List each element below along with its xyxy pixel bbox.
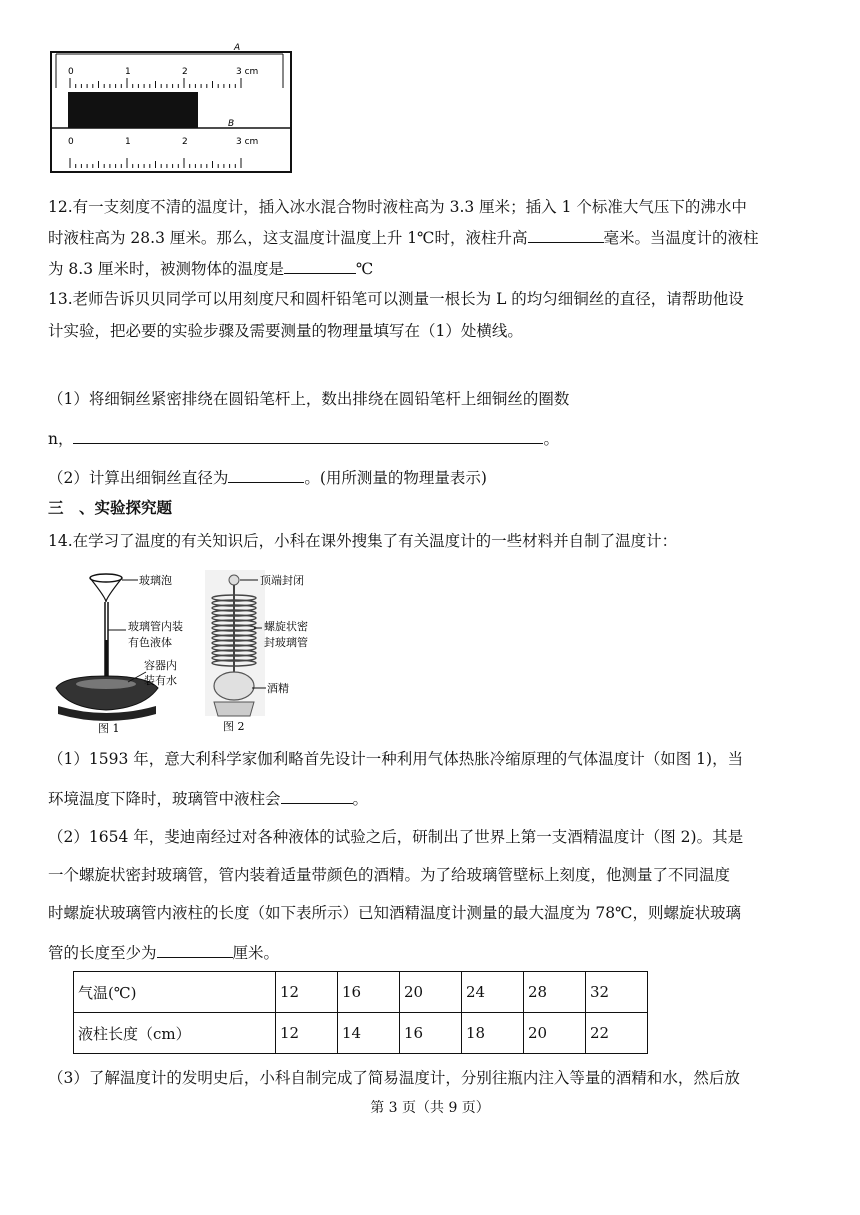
q12-line-1: 12.有一支刻度不清的温度计，插入冰水混合物时液柱高为 3.3 厘米；插入 1 个标准大气压下的沸水中 — [48, 198, 747, 216]
ruler-b-tick-2: 2 — [182, 137, 188, 147]
table-cell: 24 — [462, 972, 524, 1013]
q14-part-2-line-1: （2）1654 年，斐迪南经过对各种液体的试验之后，研制出了世界上第一支酒精温度计（图 2)。其是 — [48, 828, 744, 846]
table-header-temperature: 气温(℃) — [74, 972, 276, 1013]
fig2-label-spiral-1: 螺旋状密 — [264, 620, 308, 633]
q14-part-3-line-1: （3）了解温度计的发明史后，小科自制完成了简易温度计，分别往瓶内注入等量的酒精和水，然后放 — [48, 1069, 740, 1087]
answer-blank-q12-1[interactable] — [528, 226, 604, 243]
fig2-label-alcohol: 酒精 — [267, 682, 289, 695]
q12-line-2-tail: 毫米。当温度计的液柱 — [603, 229, 759, 247]
page-footer: 第 3 页（共 9 页） — [370, 1100, 490, 1116]
answer-blank-q14-2[interactable] — [157, 941, 233, 958]
q14-part-2-line-4 — [48, 941, 279, 964]
ruler-a-tick-1: 1 — [125, 67, 131, 77]
fig1-label-tube-1: 玻璃管内装 — [128, 620, 183, 633]
ruler-figure — [48, 40, 298, 180]
answer-blank-q14-1[interactable] — [281, 787, 353, 804]
table-cell: 12 — [276, 1013, 338, 1054]
q12-line-3-unit: ℃ — [356, 260, 374, 278]
ruler-a-tick-0: 0 — [68, 67, 74, 77]
table-cell: 16 — [338, 972, 400, 1013]
q13-line-2: 计实验，把必要的实验步骤及需要测量的物理量填写在（1）处横线。 — [48, 322, 523, 340]
fig1-label-container-1: 容器内 — [144, 659, 177, 672]
table-cell: 28 — [524, 972, 586, 1013]
figure-2-spiral-thermometer — [205, 570, 308, 733]
ruler-b-tick-1: 1 — [125, 137, 131, 147]
table-cell: 18 — [462, 1013, 524, 1054]
fig1-caption: 图 1 — [98, 722, 120, 735]
q13-step-2-text: （2）计算出细铜丝直径为 — [48, 469, 229, 487]
q13-step-1-end: 。 — [543, 430, 559, 448]
table-header-length: 液柱长度（cm） — [74, 1013, 276, 1054]
ruler-label-a: A — [234, 43, 241, 53]
thermometer-figures — [48, 568, 368, 738]
q14-part-1-end: 。 — [352, 790, 369, 808]
q14-part-2-line-3: 时螺旋状玻璃管内液柱的长度（如下表所示）已知酒精温度计测量的最大温度为 78℃，则螺旋状玻璃 — [48, 904, 741, 922]
fig1-label-container-2: 装有水 — [144, 674, 177, 687]
ruler-a-tick-3: 3 cm — [236, 67, 259, 77]
measured-object — [68, 92, 198, 128]
ruler-label-b: B — [228, 119, 235, 129]
figure-1-thermoscope — [56, 573, 183, 735]
ruler-b-tick-3: 3 cm — [236, 137, 259, 147]
q13-step-1-n: n， — [48, 430, 74, 448]
answer-blank-q12-2[interactable] — [284, 257, 356, 274]
q13-step-1-cont — [48, 427, 559, 450]
table-cell: 20 — [524, 1013, 586, 1054]
q12-line-3 — [48, 257, 373, 280]
q14-part-2-text: 管的长度至少为 — [48, 944, 157, 962]
q13-step-2-tail: 。(用所测量的物理量表示) — [304, 469, 487, 487]
q13-step-2 — [48, 466, 487, 489]
fig2-label-spiral-2: 封玻璃管 — [264, 636, 308, 649]
q14-part-2-line-2: 一个螺旋状密封玻璃管，管内装着适量带颜色的酒精。为了给玻璃管壁标上刻度，他测量了不同温度 — [48, 866, 731, 884]
table-cell: 14 — [338, 1013, 400, 1054]
ruler-b-tick-0: 0 — [68, 137, 74, 147]
table-cell: 22 — [586, 1013, 648, 1054]
table-cell: 20 — [400, 972, 462, 1013]
table-row-length — [74, 1013, 648, 1054]
q14-part-2-unit: 厘米。 — [232, 944, 280, 962]
table-cell: 12 — [276, 972, 338, 1013]
q13-step-1: （1）将细铜丝紧密排绕在圆铅笔杆上，数出排绕在圆铅笔杆上细铜丝的圈数 — [48, 390, 570, 408]
q14-intro: 14.在学习了温度的有关知识后，小科在课外搜集了有关温度计的一些材料并自制了温度计： — [48, 532, 678, 550]
q14-part-1-line-1: （1）1593 年，意大利科学家伽利略首先设计一种利用气体热胀冷缩原理的气体温度计（如图 1)，当 — [48, 750, 744, 768]
ruler-a-tick-2: 2 — [182, 67, 188, 77]
q14-part-1-line-2 — [48, 787, 368, 810]
q14-part-1-text: 环境温度下降时，玻璃管中液柱会 — [48, 790, 281, 808]
table-row-temperature — [74, 972, 648, 1013]
answer-blank-q13-1[interactable] — [73, 427, 543, 444]
fig2-caption: 图 2 — [223, 720, 245, 733]
table-cell: 32 — [586, 972, 648, 1013]
q13-line-1: 13.老师告诉贝贝同学可以用刻度尺和圆杆铅笔可以测量一根长为 L 的均匀细铜丝的直径，请帮助他设 — [48, 290, 744, 308]
answer-blank-q13-2[interactable] — [228, 466, 304, 483]
q12-line-3-text: 为 8.3 厘米时，被测物体的温度是 — [48, 260, 285, 278]
table-cell: 16 — [400, 1013, 462, 1054]
fig1-label-glass-bulb: 玻璃泡 — [139, 574, 172, 587]
temperature-length-table — [73, 971, 648, 1054]
q12-line-2-text: 时液柱高为 28.3 厘米。那么，这支温度计温度上升 1℃时，液柱升高 — [48, 229, 528, 247]
fig1-label-tube-2: 有色液体 — [128, 636, 172, 649]
section-3-title: 三 、实验探究题 — [48, 498, 173, 517]
fig2-label-top-sealed: 顶端封闭 — [260, 574, 304, 587]
q12-line-2 — [48, 226, 759, 249]
